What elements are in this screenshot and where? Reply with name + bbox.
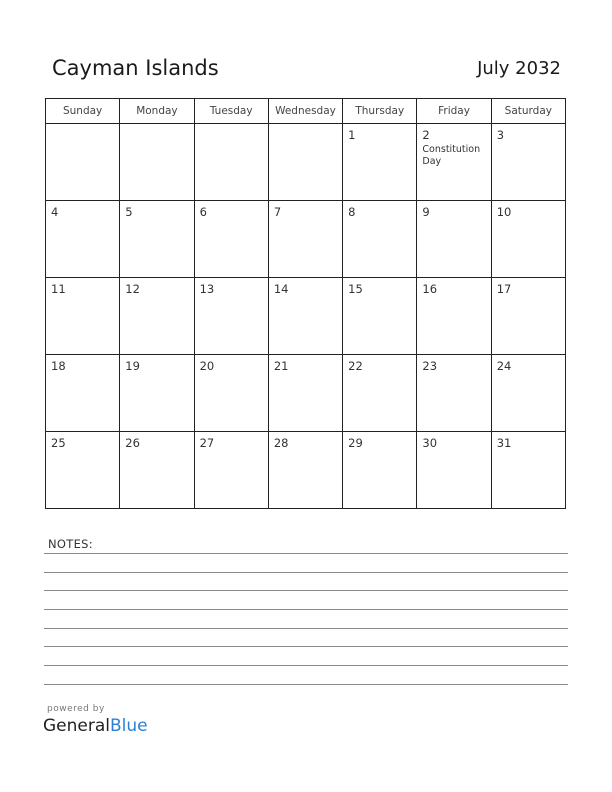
day-number: 28 [273, 436, 289, 450]
page-title: Cayman Islands [52, 56, 219, 80]
day-cell [194, 278, 268, 355]
notes-label: NOTES: [48, 537, 93, 551]
logo-general-text: General [43, 716, 110, 736]
day-number: 4 [51, 205, 59, 219]
day-cell [343, 355, 417, 432]
day-number: 7 [273, 205, 282, 219]
weekday-tuesday: Tuesday [194, 99, 268, 124]
weekday-wednesday: Wednesday [268, 99, 342, 124]
day-number: 18 [51, 359, 66, 373]
day-cell [268, 432, 342, 509]
day-number: 25 [51, 436, 66, 450]
weekday-saturday: Saturday [491, 99, 565, 124]
day-cell [194, 432, 268, 509]
weekday-monday: Monday [120, 99, 194, 124]
calendar-grid [45, 98, 566, 509]
day-number: 30 [422, 436, 438, 450]
day-cell [46, 432, 120, 509]
day-cell [194, 355, 268, 432]
day-cell [417, 278, 491, 355]
day-cell [491, 432, 565, 509]
day-number: 26 [125, 436, 140, 450]
day-number: 3 [496, 128, 505, 142]
holiday-label: Constitution Day [422, 144, 481, 167]
day-cell [491, 124, 565, 201]
day-cell [343, 278, 417, 355]
day-cell [491, 278, 565, 355]
day-cell [417, 201, 491, 278]
weekday-thursday: Thursday [343, 99, 417, 124]
day-number: 12 [125, 282, 140, 296]
generalblue-logo [43, 716, 148, 736]
day-cell [120, 432, 194, 509]
month-label: July 2032 [477, 58, 561, 79]
day-cell [343, 201, 417, 278]
day-cell [343, 124, 417, 201]
day-number: 27 [199, 436, 215, 450]
day-cell [491, 355, 565, 432]
day-number: 22 [348, 359, 363, 373]
day-cell [46, 124, 120, 201]
note-line [44, 665, 568, 666]
day-number: 31 [496, 436, 512, 450]
day-number: 10 [496, 205, 512, 219]
day-number: 6 [199, 205, 207, 219]
day-number: 1 [348, 128, 356, 142]
powered-by-text: powered by [47, 704, 105, 714]
week-row [46, 201, 566, 278]
day-number: 13 [199, 282, 215, 296]
week-row [46, 432, 566, 509]
day-cell [417, 432, 491, 509]
day-cell [120, 124, 194, 201]
day-cell [194, 124, 268, 201]
day-number: 23 [422, 359, 438, 373]
day-number: 17 [496, 282, 512, 296]
day-number: 19 [125, 359, 140, 373]
day-cell [268, 201, 342, 278]
day-number: 5 [125, 205, 133, 219]
day-number: 20 [199, 359, 215, 373]
note-line [44, 590, 568, 591]
day-cell [417, 124, 491, 201]
week-row [46, 278, 566, 355]
day-cell [46, 355, 120, 432]
day-number: 15 [348, 282, 363, 296]
note-line [44, 628, 568, 629]
logo-blue-text: Blue [110, 716, 148, 736]
day-cell [268, 278, 342, 355]
day-cell [46, 201, 120, 278]
day-number: 21 [273, 359, 289, 373]
day-number: 24 [496, 359, 512, 373]
note-line [44, 572, 568, 573]
note-line [44, 646, 568, 647]
day-number: 29 [348, 436, 363, 450]
day-number: 8 [348, 205, 356, 219]
day-cell [120, 201, 194, 278]
day-number: 9 [422, 205, 430, 219]
day-number: 16 [422, 282, 438, 296]
weekday-friday: Friday [417, 99, 491, 124]
day-cell [120, 278, 194, 355]
day-number: 2 [422, 128, 430, 142]
note-line [44, 553, 568, 554]
week-row [46, 124, 566, 201]
day-cell [268, 124, 342, 201]
day-cell [491, 201, 565, 278]
day-number: 11 [51, 282, 66, 296]
day-cell [268, 355, 342, 432]
day-number: 14 [273, 282, 289, 296]
weekday-sunday: Sunday [46, 99, 120, 124]
day-cell [120, 355, 194, 432]
note-line [44, 609, 568, 610]
note-line [44, 684, 568, 685]
day-cell [46, 278, 120, 355]
day-cell [194, 201, 268, 278]
week-row [46, 355, 566, 432]
day-cell [343, 432, 417, 509]
day-cell [417, 355, 491, 432]
weekday-header-row [46, 99, 566, 124]
